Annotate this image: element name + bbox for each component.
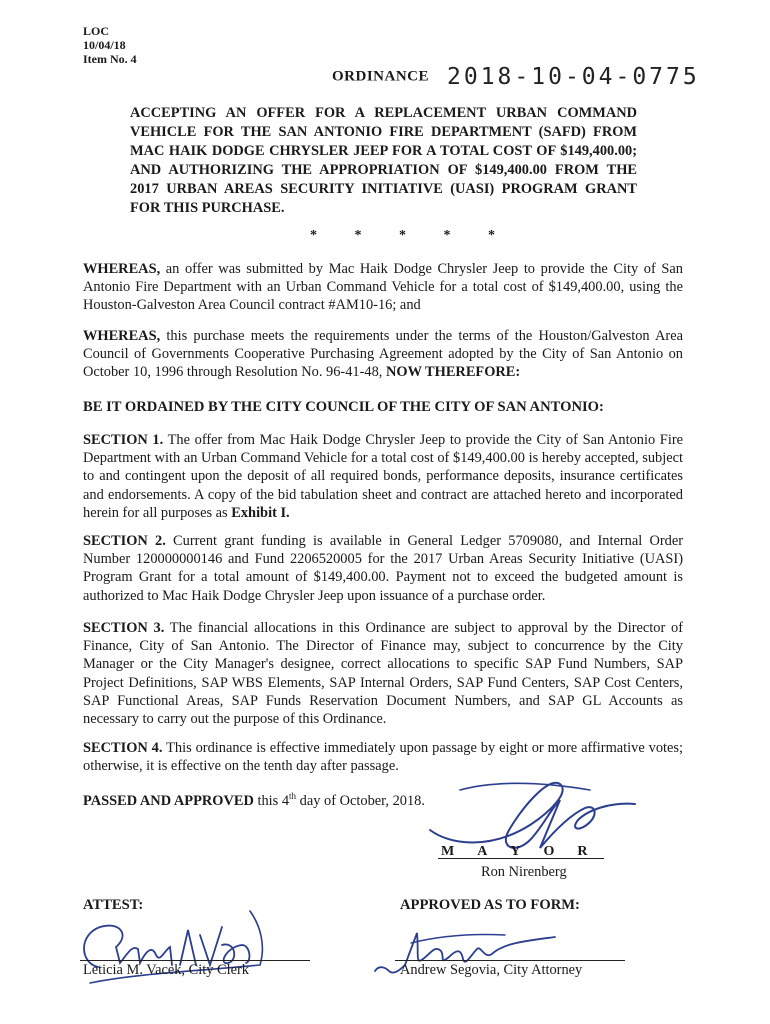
mayor-title-letter: M: [441, 844, 456, 859]
approved-as-to-form-label: APPROVED AS TO FORM:: [400, 897, 580, 913]
city-clerk-signature-line: [80, 960, 310, 961]
exhibit-reference: Exhibit I.: [231, 504, 290, 521]
mayor-name: Ron Nirenberg: [481, 864, 567, 880]
whereas-text: an offer was submitted by Mac Haik Dodge Chrysler Jeep to provide the City of San Antonio Fire Department with an Urban Command Vehicle for a total cost of $149,400.00, using the Houston-Galveston Area Council contract #AM10-16; and: [83, 261, 683, 314]
ordinance-label: ORDINANCE: [332, 68, 430, 85]
header-item-number: Item No. 4: [83, 52, 137, 66]
passed-ordinal-suffix: th: [289, 791, 297, 801]
document-header: [83, 24, 137, 66]
city-clerk-name: Leticia M. Vacek, City Clerk: [83, 962, 249, 978]
header-code: LOC: [83, 24, 110, 38]
mayor-title-letter: O: [543, 844, 556, 859]
passed-text-post: day of October, 2018.: [296, 792, 425, 809]
mayor-title-letter: R: [577, 844, 589, 859]
mayor-title-letter: A: [477, 844, 489, 859]
section-3: [83, 619, 683, 728]
section-text: The offer from Mac Haik Dodge Chrysler Jeep to provide the City of San Antonio Fire Department with an Urban Command Vehicle for a total cost of $149,400.00 is hereby accepted, subject to and contingent upon the deposit of all required bonds, performance deposits, insurance certificates and endorsements. A copy of the bid tabulation sheet and contract are attached hereto and incorporated herein for all purposes as: [83, 432, 683, 521]
passed-text-pre: this 4: [253, 792, 290, 809]
section-2: [83, 532, 683, 605]
section-1: [83, 431, 683, 522]
city-attorney-signature-line: [395, 960, 625, 961]
city-attorney-name: Andrew Segovia, City Attorney: [400, 962, 583, 978]
whereas-text: this purchase meets the requirements under the terms of the Houston/Galveston Area Council of Governments Cooperative Purchasing Agreement adopted by the City of San Antonio on October 10, 1996 through Resolution No. 96-41-48,: [83, 328, 683, 381]
whereas-paragraph-2: [83, 327, 683, 382]
ordaining-clause: BE IT ORDAINED BY THE CITY COUNCIL OF THE CITY OF SAN ANTONIO:: [83, 399, 604, 415]
passed-lead: PASSED AND APPROVED: [83, 792, 254, 809]
ordinance-number: 2018-10-04-0775: [447, 64, 700, 90]
ordinance-number-line: [332, 64, 700, 90]
section-lead: SECTION 3.: [83, 620, 165, 636]
section-lead: SECTION 2.: [83, 533, 166, 549]
mayor-title-letter: Y: [510, 844, 522, 859]
section-lead: SECTION 1.: [83, 432, 164, 448]
passed-and-approved: [83, 791, 425, 810]
ordinance-caption: ACCEPTING AN OFFER FOR A REPLACEMENT URBAN COMMAND VEHICLE FOR THE SAN ANTONIO FIRE DEPARTMENT (SAFD) FROM MAC HAIK DODGE CHRYSLER JEEP FOR A TOTAL COST OF $149,400.00; AND AUTHORIZING THE APPROPRIATION OF $149,400.00 FROM THE 2017 URBAN AREAS SECURITY INITIATIVE (UASI) PROGRAM GRANT FOR THIS PURCHASE.: [130, 105, 637, 216]
header-date: 10/04/18: [83, 38, 126, 52]
whereas-paragraph-1: [83, 260, 683, 315]
whereas-lead: WHEREAS,: [83, 328, 161, 344]
section-text: This ordinance is effective immediately upon passage by eight or more affirmative votes; otherwise, it is effective on the tenth day after passage.: [83, 740, 683, 775]
section-text: The financial allocations in this Ordinance are subject to approval by the Director of Finance, City of San Antonio. The Director of Finance may, subject to concurrence by the City Manager or the City Manager's designee, correct allocations to specific SAP Fund Numbers, SAP Project Definitions, SAP WBS Elements, SAP Internal Orders, SAP Fund Centers, SAP Cost Centers, SAP Functional Areas, SAP Funds Reservation Document Numbers, and SAP GL Accounts as necessary to carry out the purpose of this Ordinance.: [83, 620, 683, 728]
separator-stars: * * * * *: [310, 228, 512, 243]
city-clerk-signature: [60, 905, 280, 995]
section-text: Current grant funding is available in General Ledger 5709080, and Internal Order Number 120000000146 and Fund 2206520005 for the 2017 Urban Areas Security Initiative (UASI) Program Grant for a total amount of $149,400.00. Payment not to exceed the budgeted amount is authorized to Mac Haik Dodge Chrysler Jeep upon issuance of a purchase order.: [83, 533, 683, 604]
mayor-title: [441, 844, 610, 860]
section-lead: SECTION 4.: [83, 740, 163, 756]
attest-label: ATTEST:: [83, 897, 144, 913]
whereas-lead: WHEREAS,: [83, 261, 161, 277]
now-therefore: NOW THEREFORE:: [385, 364, 521, 381]
